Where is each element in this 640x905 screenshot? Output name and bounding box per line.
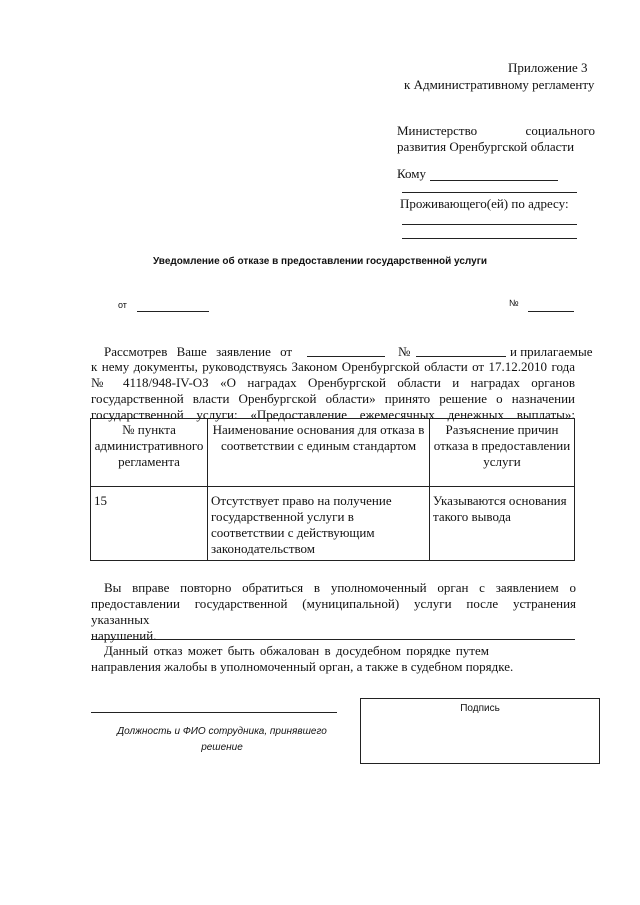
header-refusal-basis: Наименование основания для отказа в соответствии с единым стандартом xyxy=(208,419,430,487)
separator-line xyxy=(91,639,575,640)
header-explanation: Разъяснение причин отказа в предоставлении услуги xyxy=(430,419,575,487)
cell-explanation: Указываются основания такого вывода xyxy=(430,487,575,561)
repeat-notice xyxy=(91,580,576,644)
appendix-label: Приложение 3 xyxy=(508,60,588,75)
body-line2: к нему документы, руководствуясь Законом Оренбургской области от 17.12.2010 года xyxy=(91,359,575,374)
number-label: № xyxy=(509,298,519,308)
appeal-notice xyxy=(91,643,576,675)
official-caption xyxy=(92,724,352,756)
ministry-name xyxy=(397,123,595,155)
ministry-line1: Министерство социального xyxy=(397,123,595,138)
refusal-table xyxy=(90,418,575,561)
from-date-line xyxy=(137,311,209,312)
recipient-line xyxy=(430,180,558,181)
cell-refusal-basis: Отсутствует право на получение государственной услуги в соответствии с действующим законодательством xyxy=(208,487,430,561)
document-title: Уведомление об отказе в предоставлении государственной услуги xyxy=(152,256,488,267)
to-label: Кому xyxy=(397,166,427,181)
from-label: от xyxy=(118,300,127,310)
appeal-line2: направления жалобы в уполномоченный орган, а также в судебном порядке. xyxy=(91,659,514,674)
body-line1-b: № xyxy=(398,344,411,359)
appeal-line1: Данный отказ может быть обжалован в досудебном порядке путем xyxy=(104,643,489,658)
header-point-number: № пункта административного регламента xyxy=(91,419,208,487)
address-line-2 xyxy=(402,238,577,239)
body-line1-a: Рассмотрев Ваше заявление от xyxy=(104,344,293,359)
table-header-row xyxy=(91,419,575,487)
official-name-line xyxy=(91,712,337,713)
cell-point-number: 15 xyxy=(91,487,208,561)
ministry-line2: развития Оренбургской области xyxy=(397,139,575,154)
body-line3: № 4118/948-IV-ОЗ «О наградах Оренбургской области и наградах органов xyxy=(91,375,575,390)
repeat-notice-line1: Вы вправе повторно обратиться в уполномоченный орган с заявлением о xyxy=(104,580,576,595)
table-row xyxy=(91,487,575,561)
repeat-notice-line2: предоставлении государственной (муниципальной) услуги после устранения указанных xyxy=(91,596,576,627)
body-text xyxy=(91,359,575,423)
official-caption-line1: Должность и ФИО сотрудника, принявшего xyxy=(117,726,327,737)
recipient-line-2 xyxy=(402,192,577,193)
repeat-notice-line3: нарушений. xyxy=(91,628,157,643)
official-caption-line2: решение xyxy=(201,742,243,753)
appendix-to-label: к Административному регламенту xyxy=(404,77,595,92)
signature-label: Подпись xyxy=(460,703,500,714)
address-line-1 xyxy=(402,224,577,225)
residence-label: Проживающего(ей) по адресу: xyxy=(400,196,569,211)
body-line5: государственной услуги: «Предоставление ежемесячных денежных выплаты»: xyxy=(91,407,575,422)
application-date-line xyxy=(307,356,385,357)
number-line xyxy=(528,311,574,312)
body-line4: государственной власти Оренбургской области» принято решение о назначении xyxy=(91,391,575,406)
body-line1-c: и прилагаемые xyxy=(510,344,593,359)
application-number-line xyxy=(416,356,506,357)
signature-box xyxy=(360,698,600,764)
